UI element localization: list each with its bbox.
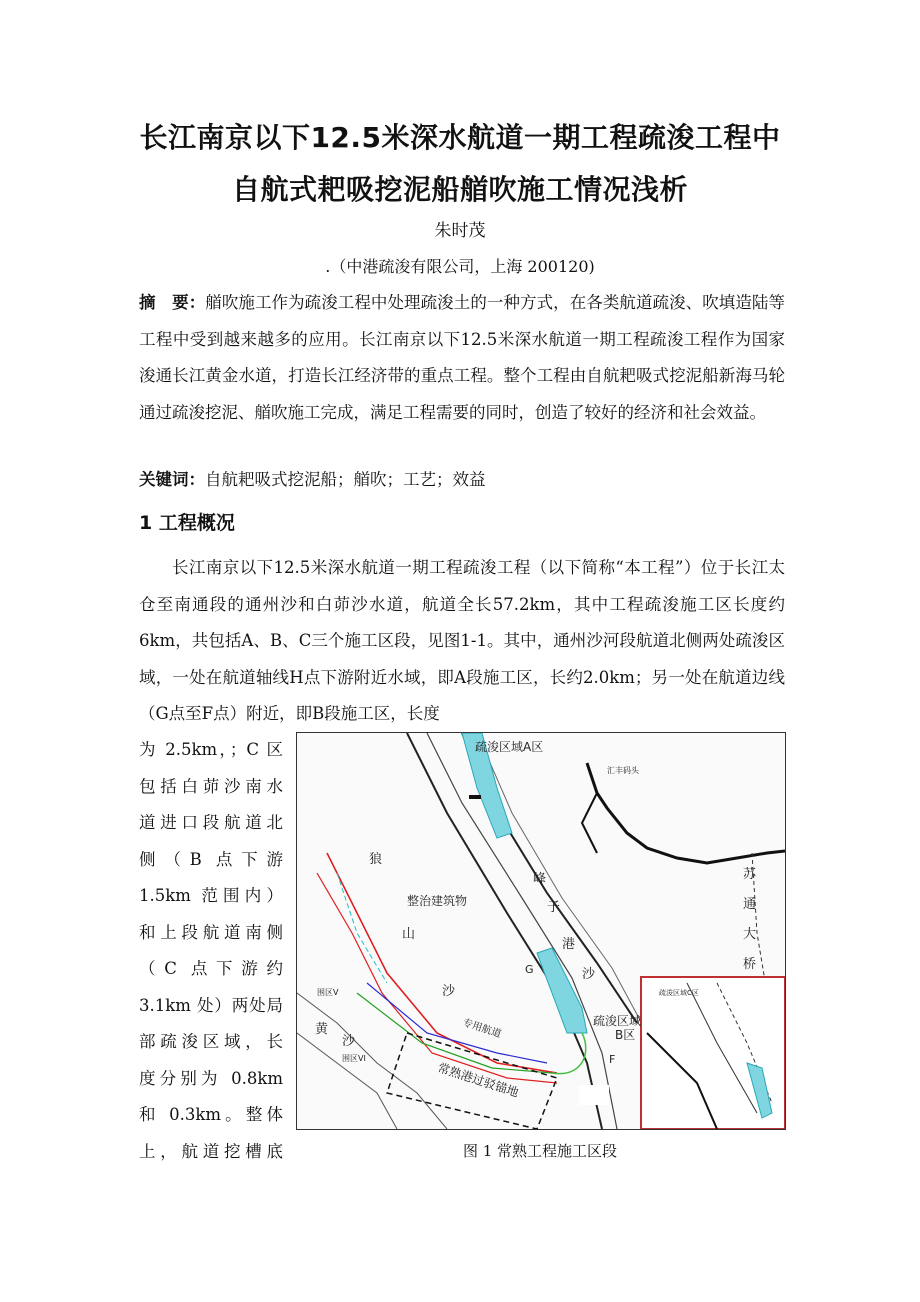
map-label: 专用航道 (461, 1017, 503, 1041)
map-drawing (297, 733, 785, 1129)
map-label: 沙 (342, 1034, 356, 1049)
green-curve (552, 1033, 586, 1074)
map-label: 港 (562, 937, 576, 952)
wrap-line: （C 点下游约 (139, 959, 283, 978)
wrap-line: 部疏浚区域，长 (139, 1032, 283, 1051)
wrap-line: 包括白茆沙南水 (139, 776, 283, 796)
map-label: 通 (743, 897, 757, 912)
abstract-text: 艏吹施工作为疏浚工程中处理疏浚土的一种方式，在各类航道疏浚、吹填造陆等工程中受到越来越多的应用。长江南京以下12.5米深水航道一期工程疏浚工程作为国家浚通长江黄金水道，打造长江经济带的重点工程。整个工程由自航耙吸式挖泥船新海马轮通过疏浚挖泥、艏吹施工完成，满足工程需要的同时，创造了较好的经济和社会效益。 (139, 293, 786, 422)
paper-title-line-1: 长江南京以下12.5米深水航道一期工程疏浚工程中 (139, 121, 781, 154)
map-label: 常熟港过驳锚地 (436, 1060, 521, 1100)
paper-title-line-2: 自航式耙吸挖泥船艏吹施工情况浅析 (231, 173, 688, 206)
map-label: 围区VI (342, 1054, 366, 1063)
channel-line (367, 983, 547, 1063)
wrap-line: 侧（B 点下游 (139, 849, 283, 869)
channel-line (327, 853, 557, 1073)
wrap-line: 道进口段航道北 (139, 813, 283, 832)
abstract (139, 285, 785, 431)
zone-a-marker (469, 795, 481, 799)
wrap-line: 上，航道挖槽底 (139, 1141, 283, 1161)
map-label: B区 (615, 1028, 636, 1042)
abstract-label: 摘 要： (139, 293, 206, 312)
dredge-zone-b (537, 948, 587, 1033)
section-heading: 1 工程概况 (139, 512, 235, 534)
wrap-line: 1.5km 范围内） (139, 886, 283, 905)
map-label: 桥 (743, 957, 757, 972)
map-label: 整治建筑物 (407, 894, 468, 908)
wrap-line: 为 2.5km，；C 区 (139, 740, 283, 759)
map-label: 沙 (442, 984, 456, 999)
map-label: 疏浚区域C区 (659, 989, 699, 997)
keywords-text: 自航耙吸式挖泥船；艏吹；工艺；效益 (205, 470, 486, 489)
author-affiliation: .（中港疏浚有限公司，上海 200120) (325, 257, 595, 276)
map-label: G (525, 963, 534, 976)
wrap-line: 度分别为 0.8km (139, 1068, 283, 1088)
map-label: F (609, 1053, 616, 1066)
keywords-label: 关键词： (139, 470, 205, 489)
body-wrapped-text (139, 732, 283, 1170)
body-paragraph: 长江南京以下12.5米深水航道一期工程疏浚工程（以下简称“本工程”）位于长江太仓至南通段的通州沙和白茆沙水道，航道全长57.2km，其中工程疏浚施工区长度约6km，共包括A、B、C三个施工区段，见图1-1。其中，通州沙河段航道北侧两处疏浚区域，一处在航道轴线H点下游附近水域，即A段施工区，长约2.0km；另一处在航道边线（G点至F点）附近，即B段施工区，长度 (139, 558, 785, 723)
wrap-line: 3.1km 处）两处局 (139, 995, 283, 1015)
author-name: 朱时茂 (434, 221, 486, 241)
map-label: 苏 (743, 867, 757, 882)
construction-zone-map (296, 732, 786, 1130)
wrap-line: 和 0.3km。整体 (139, 1105, 283, 1124)
map-label: 大 (743, 927, 757, 942)
keywords (139, 462, 785, 499)
white-block (579, 1085, 609, 1105)
map-label: 狼 (369, 852, 383, 867)
coastline (587, 763, 785, 863)
map-label: 山 (402, 927, 416, 942)
shore-line (297, 993, 447, 1129)
coastline (582, 793, 597, 853)
map-label: 子 (547, 900, 561, 915)
figure-caption: 图 1 常熟工程施工区段 (462, 1142, 618, 1160)
map-label: 疏浚区域 (593, 1014, 642, 1028)
map-label: 围区V (317, 988, 339, 997)
map-label: 峰 (533, 872, 547, 887)
map-label: 沙 (582, 967, 596, 982)
map-label: 黄 (315, 1022, 329, 1037)
wrap-line: 和上段航道南侧 (139, 922, 283, 942)
map-label: 汇丰码头 (607, 766, 639, 775)
map-label: 疏浚区域A区 (475, 740, 544, 754)
